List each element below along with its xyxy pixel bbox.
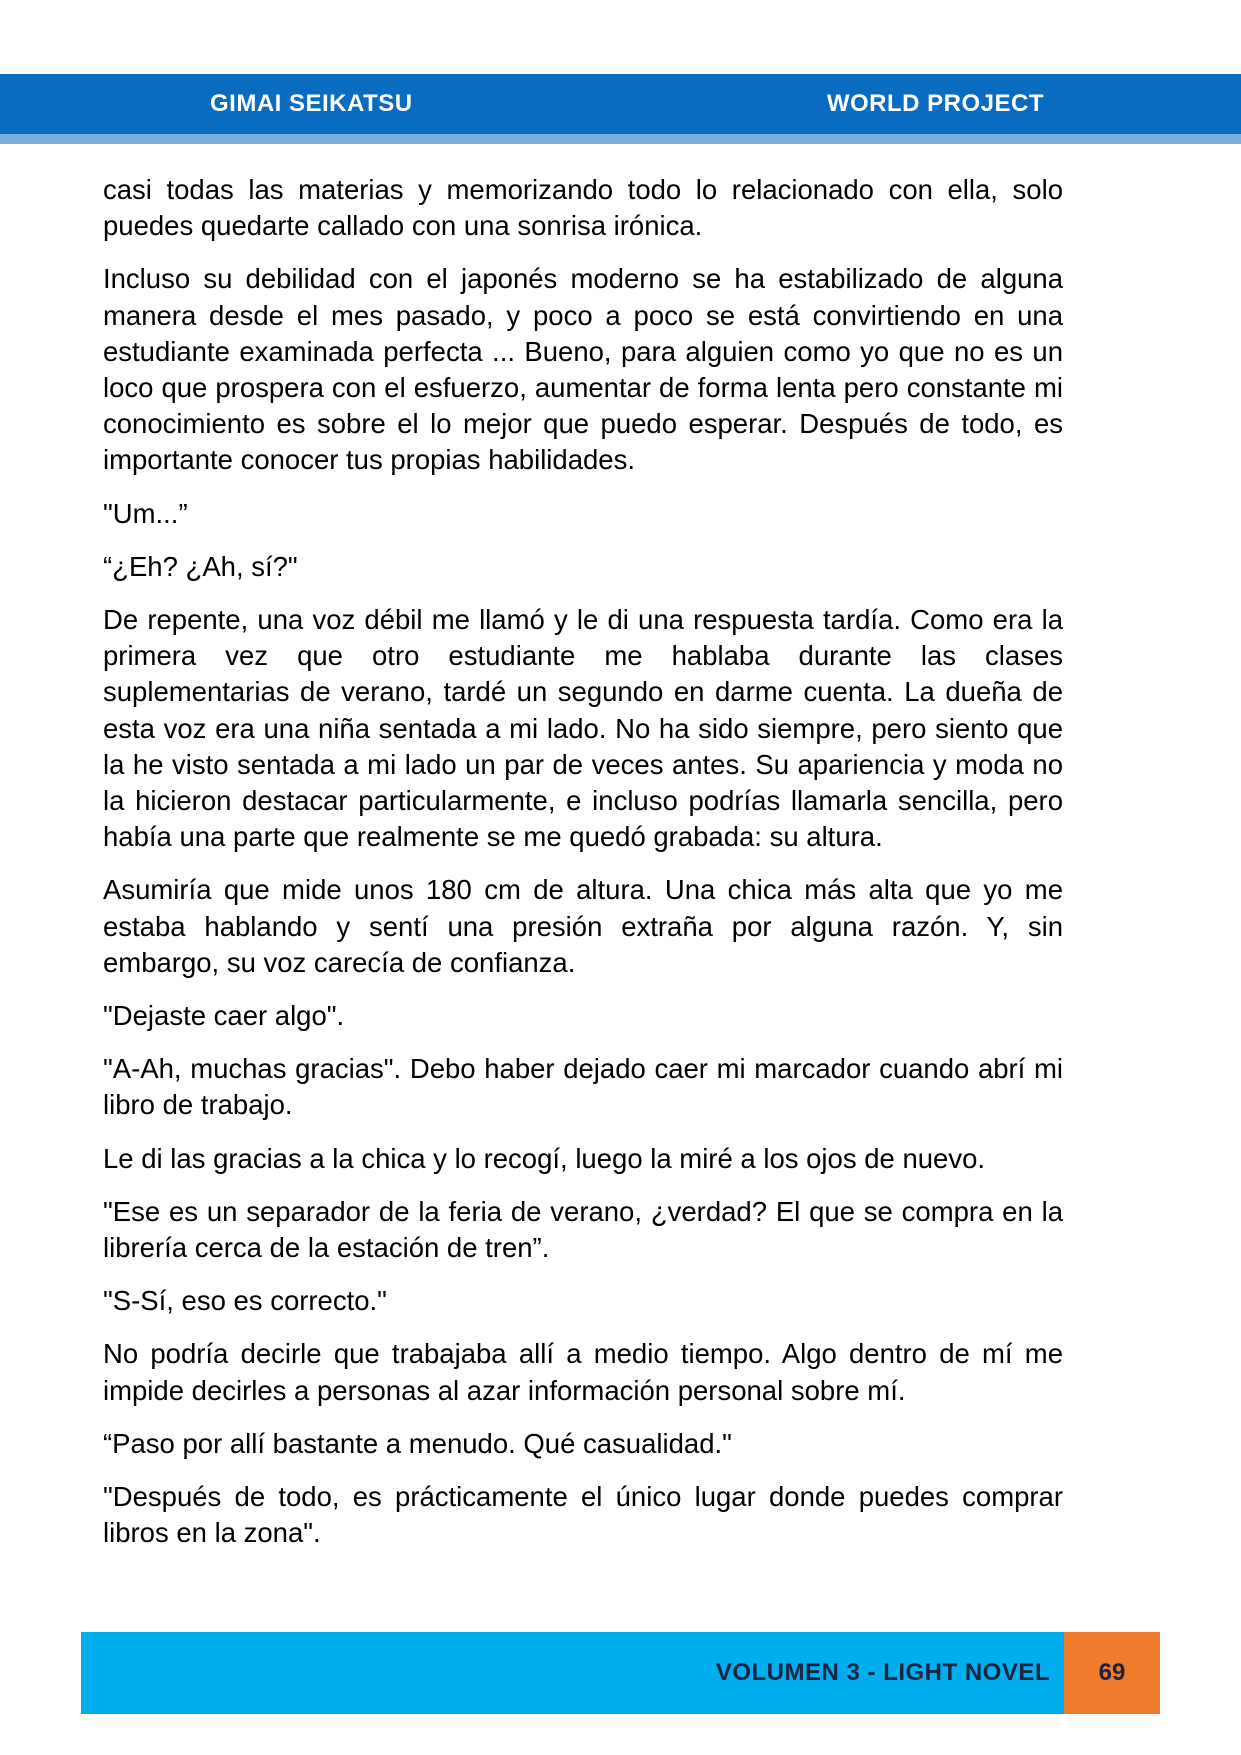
paragraph: "A-Ah, muchas gracias". Debo haber dejado caer mi marcador cuando abrí mi libro de trabajo. (103, 1053, 1063, 1121)
paragraph: "Ese es un separador de la feria de verano, ¿verdad? El que se compra en la librería cerca de la estación de tren”. (103, 1195, 1063, 1264)
paragraph: Incluso su debilidad con el japonés moderno se ha estabilizado de alguna manera desde el mes pasado, y poco a poco se está convirtiendo en una estudiante examinada perfecta ... Bueno, para alguien como yo que no es un loco que prospera con el esfuerzo, aumentar de forma lenta pero constante mi conocimiento es sobre el lo mejor que puedo esperar. Después de todo, es importante conocer tus propias habilidades. (103, 263, 1063, 476)
paragraph: "S-Sí, eso es correcto." (103, 1285, 387, 1317)
page-body (103, 172, 1063, 1569)
header-group-title: WORLD PROJECT (826, 90, 1044, 117)
paragraph: Le di las gracias a la chica y lo recogí, luego la miré a los ojos de nuevo. (103, 1142, 986, 1174)
paragraph: No podría decirle que trabajaba allí a medio tiempo. Algo dentro de mí me impide decirles a personas al azar información personal sobre mí. (103, 1338, 1063, 1406)
footer-volume-label: VOLUMEN 3 - LIGHT NOVEL (715, 1659, 1050, 1686)
paragraph: De repente, una voz débil me llamó y le di una respuesta tardía. Como era la primera vez que otro estudiante me hablaba durante las clases suplementarias de verano, tardé un segundo en darme cuenta. La dueña de esta voz era una niña sentada a mi lado. No ha sido siempre, pero siento que la he visto sentada a mi lado un par de veces antes. Su apariencia y moda no la hicieron destacar particularmente, e incluso podrías llamarla sencilla, pero había una parte que realmente se me quedó grabada: su altura. (103, 604, 1063, 853)
header-divider-strip (0, 134, 1241, 144)
paragraph: Asumiría que mide unos 180 cm de altura. Una chica más alta que yo me estaba hablando y sentí una presión extraña por alguna razón. Y, sin embargo, su voz carecía de confianza. (103, 874, 1063, 978)
paragraph: “Paso por allí bastante a menudo. Qué casualidad." (103, 1427, 732, 1459)
paragraph: "Después de todo, es prácticamente el único lugar donde puedes comprar libros en la zona". (103, 1481, 1063, 1549)
page-number-box (1064, 1632, 1160, 1714)
page-footer (81, 1632, 1064, 1714)
paragraph: "Um...” (103, 497, 188, 529)
paragraph: casi todas las materias y memorizando todo lo relacionado con ella, solo puedes quedarte callado con una sonrisa irónica. (103, 174, 1063, 242)
paragraph: "Dejaste caer algo". (103, 1000, 345, 1032)
page-header (0, 74, 1241, 134)
paragraph: “¿Eh? ¿Ah, sí?" (103, 550, 298, 582)
page-number: 69 (1098, 1659, 1126, 1686)
header-series-title: GIMAI SEIKATSU (210, 90, 413, 117)
